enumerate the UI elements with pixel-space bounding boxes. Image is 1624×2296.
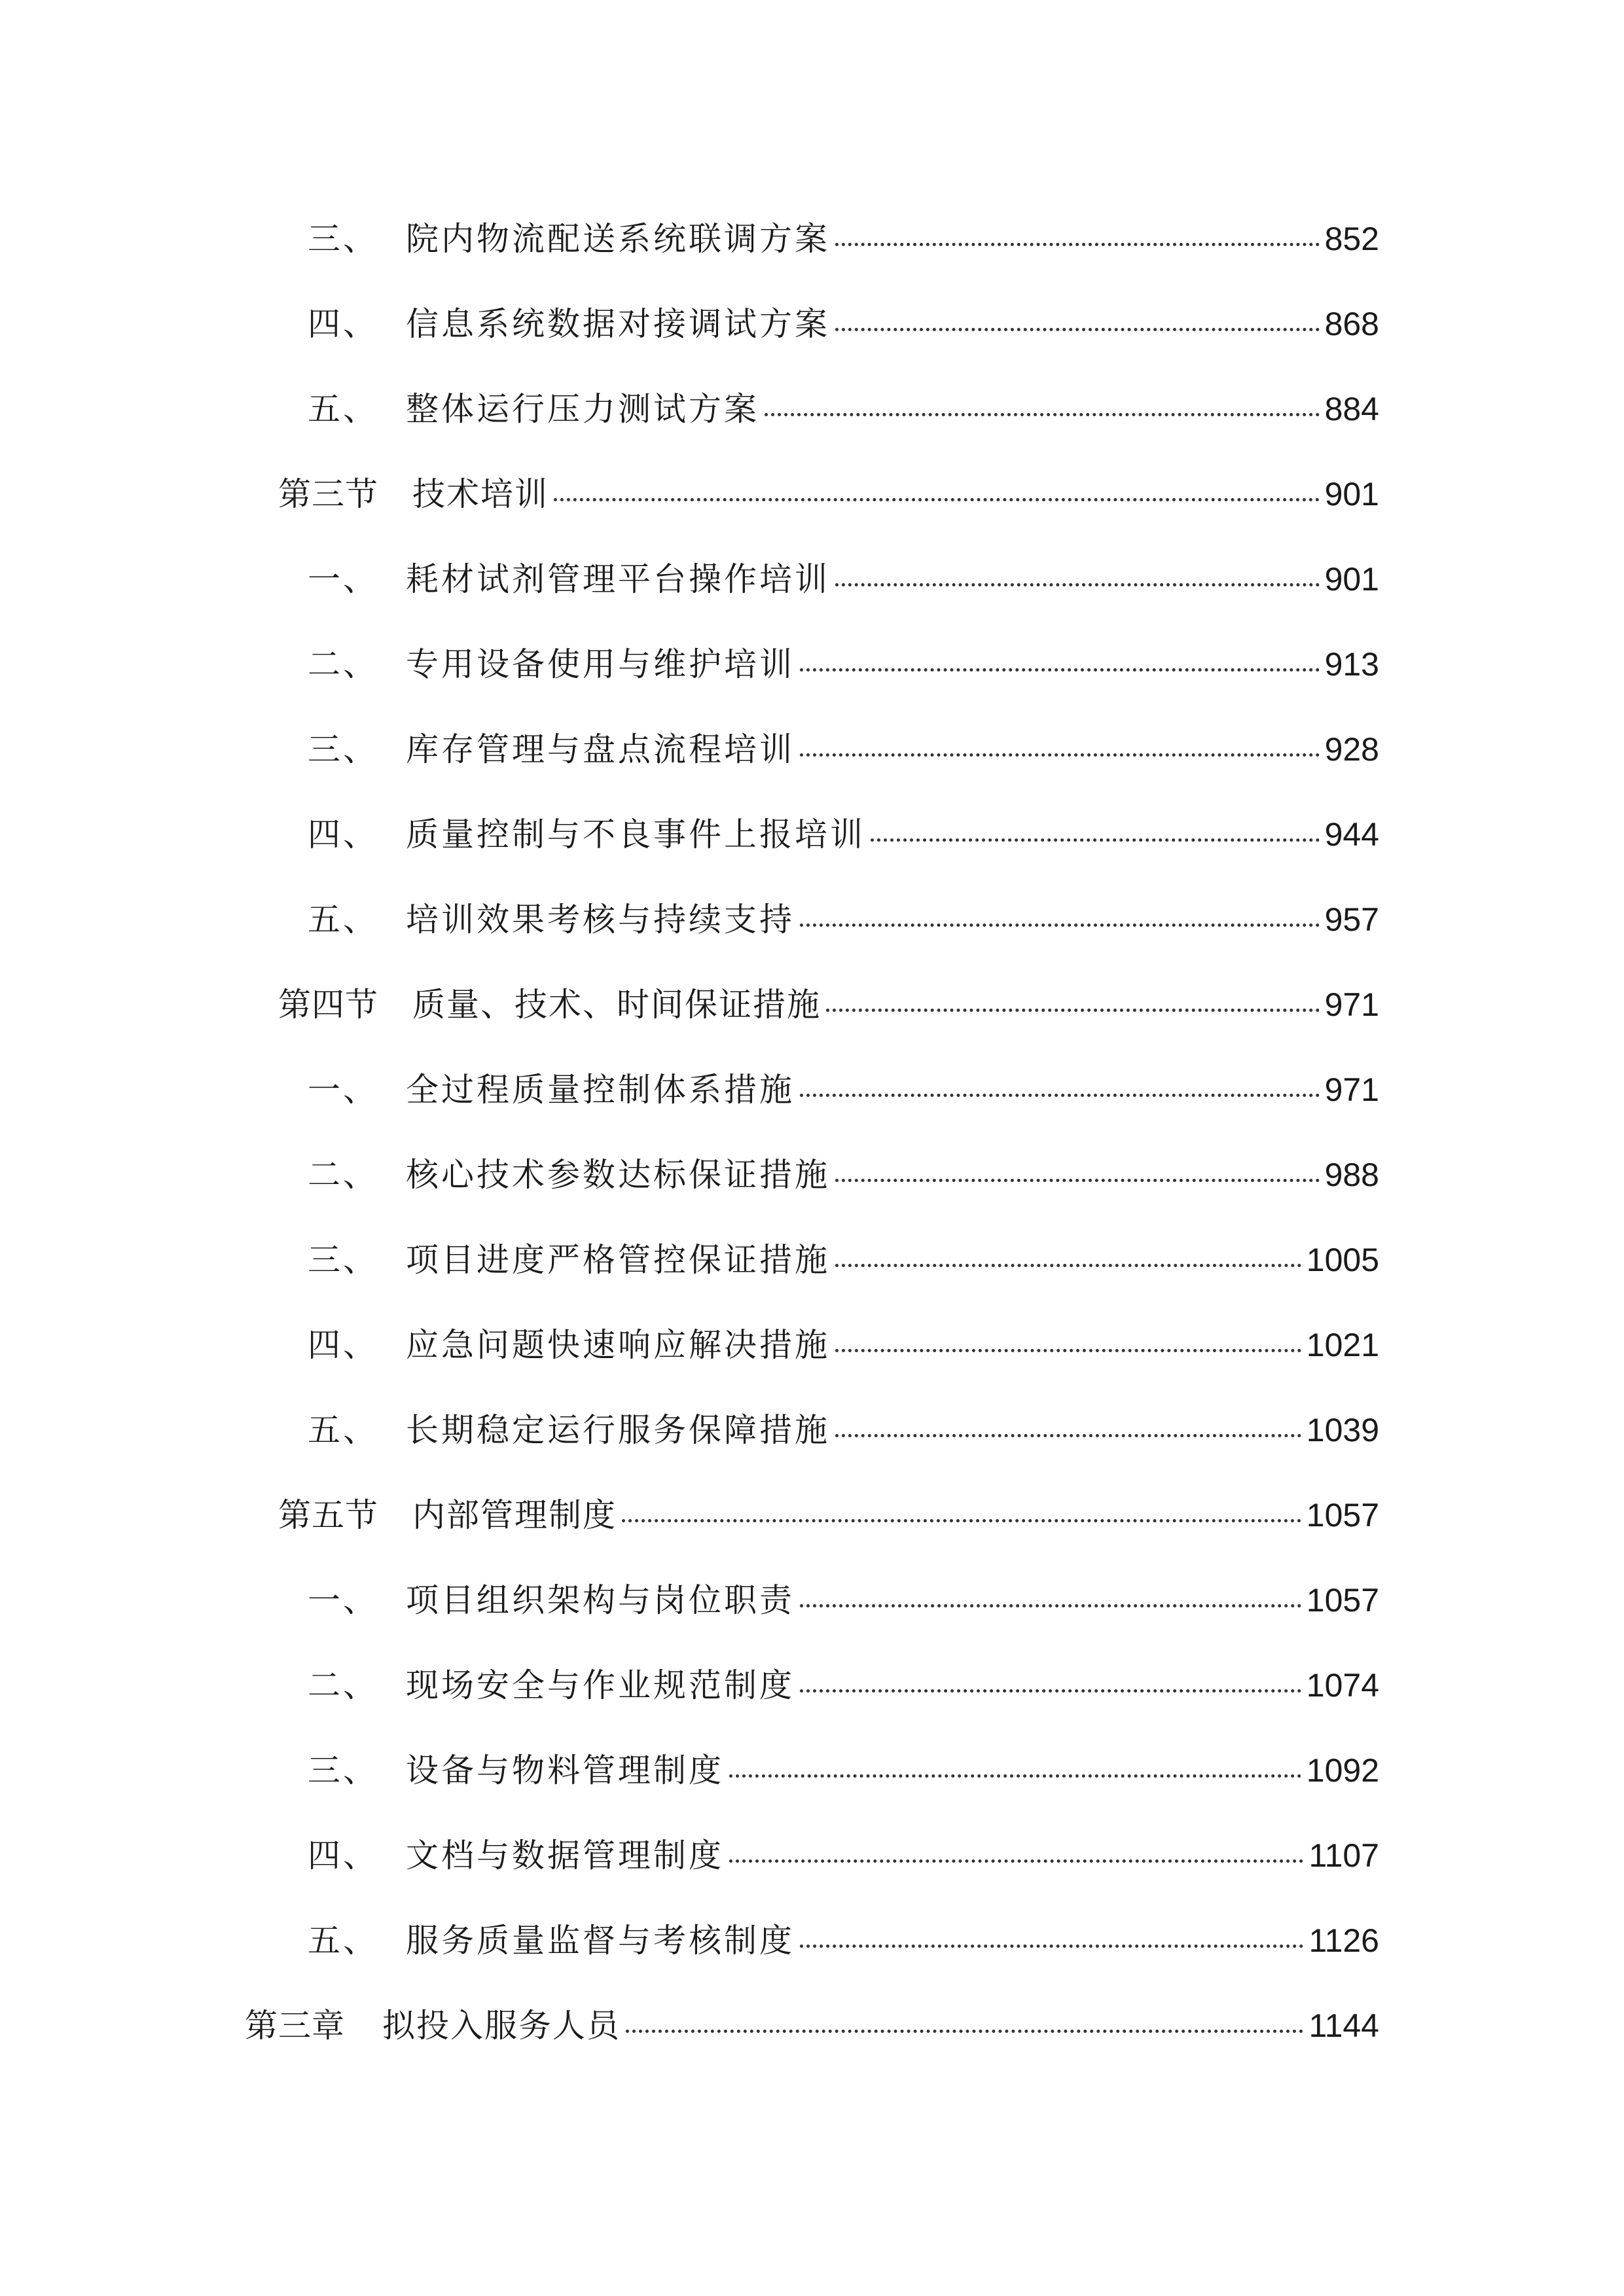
toc-entry-title: 耗材试剂管理平台操作培训 xyxy=(406,560,830,598)
toc-entry-item[interactable] xyxy=(308,890,1379,949)
toc-entry-item[interactable] xyxy=(308,1145,1379,1204)
toc-entry-page-number: 884 xyxy=(1324,391,1379,427)
toc-entry-item[interactable] xyxy=(308,1911,1379,1970)
toc-entry-item[interactable] xyxy=(308,720,1379,779)
toc-entry-number: 三、 xyxy=(308,220,378,258)
dot-leader xyxy=(800,668,1320,672)
dot-leader xyxy=(800,753,1320,757)
toc-entry-section[interactable] xyxy=(278,1486,1379,1545)
toc-entry-section[interactable] xyxy=(278,465,1379,524)
toc-entry-item[interactable] xyxy=(308,380,1379,439)
toc-entry-number: 五、 xyxy=(308,901,378,939)
toc-entry-title: 整体运行压力测试方案 xyxy=(406,390,759,428)
toc-entry-page-number: 1057 xyxy=(1306,1582,1379,1619)
toc-entry-item[interactable] xyxy=(308,1316,1379,1374)
toc-entry-number: 五、 xyxy=(308,390,378,428)
dot-leader xyxy=(800,1945,1303,1948)
toc-entry-item[interactable] xyxy=(308,550,1379,609)
toc-entry-number: 第三节 xyxy=(278,475,378,513)
toc-entry-title: 专用设备使用与维护培训 xyxy=(406,645,795,683)
toc-entry-title: 质量控制与不良事件上报培训 xyxy=(406,816,865,853)
toc-entry-title: 长期稳定运行服务保障措施 xyxy=(406,1411,830,1449)
toc-entry-page-number: 1005 xyxy=(1306,1242,1379,1278)
toc-entry-page-number: 928 xyxy=(1324,731,1379,768)
toc-entry-title: 现场安全与作业规范制度 xyxy=(406,1666,795,1704)
toc-entry-title: 全过程质量控制体系措施 xyxy=(406,1071,795,1109)
dot-leader xyxy=(835,328,1320,331)
toc-entry-number: 一、 xyxy=(308,1581,378,1619)
toc-entry-page-number: 1074 xyxy=(1306,1667,1379,1704)
toc-entry-chapter[interactable] xyxy=(245,1996,1379,2055)
toc-entry-page-number: 957 xyxy=(1324,901,1379,938)
toc-entry-title: 拟投入服务人员 xyxy=(382,2007,621,2045)
toc-entry-item[interactable] xyxy=(308,1741,1379,1800)
dot-leader xyxy=(622,1519,1301,1522)
toc-entry-title: 设备与物料管理制度 xyxy=(406,1751,724,1789)
toc-entry-number: 第四节 xyxy=(278,986,378,1024)
toc-entry-item[interactable] xyxy=(308,1230,1379,1289)
dot-leader xyxy=(835,1349,1301,1352)
toc-entry-number: 四、 xyxy=(308,1837,378,1874)
toc-entry-item[interactable] xyxy=(308,1401,1379,1460)
toc-entry-title: 服务质量监督与考核制度 xyxy=(406,1922,795,1960)
dot-leader xyxy=(835,1434,1301,1437)
toc-entry-number: 三、 xyxy=(308,1241,378,1279)
dot-leader xyxy=(729,1859,1303,1863)
dot-leader xyxy=(871,838,1320,842)
toc-entry-page-number: 901 xyxy=(1324,561,1379,598)
toc-entry-item[interactable] xyxy=(308,1060,1379,1119)
dot-leader xyxy=(835,583,1320,586)
toc-entry-page-number: 988 xyxy=(1324,1157,1379,1193)
dot-leader xyxy=(765,413,1320,416)
dot-leader xyxy=(800,924,1320,927)
toc-entry-title: 院内物流配送系统联调方案 xyxy=(406,220,830,258)
toc-entry-number: 四、 xyxy=(308,305,378,343)
toc-entry-item[interactable] xyxy=(308,1656,1379,1715)
toc-entry-page-number: 1107 xyxy=(1308,1837,1379,1874)
toc-entry-title: 项目组织架构与岗位职责 xyxy=(406,1581,795,1619)
toc-entry-page-number: 901 xyxy=(1324,476,1379,512)
toc-entry-item[interactable] xyxy=(308,635,1379,694)
toc-entry-page-number: 1057 xyxy=(1306,1497,1379,1534)
toc-entry-page-number: 1144 xyxy=(1308,2007,1379,2044)
toc-entry-item[interactable] xyxy=(308,805,1379,864)
toc-entry-page-number: 868 xyxy=(1324,306,1379,342)
dot-leader xyxy=(729,1774,1301,1778)
toc-entry-page-number: 1021 xyxy=(1306,1327,1379,1363)
toc-entry-number: 四、 xyxy=(308,816,378,853)
toc-entry-number: 五、 xyxy=(308,1411,378,1449)
toc-entry-title: 技术培训 xyxy=(412,475,549,513)
dot-leader xyxy=(800,1604,1301,1607)
toc-entry-title: 核心技术参数达标保证措施 xyxy=(406,1156,830,1194)
toc-entry-page-number: 944 xyxy=(1324,816,1379,853)
toc-entry-number: 三、 xyxy=(308,1751,378,1789)
toc-entry-number: 第三章 xyxy=(245,2007,345,2045)
toc-entry-number: 三、 xyxy=(308,730,378,768)
dot-leader xyxy=(554,498,1320,501)
toc-entry-title: 文档与数据管理制度 xyxy=(406,1837,724,1874)
toc-entry-item[interactable] xyxy=(308,1826,1379,1885)
toc-entry-page-number: 1092 xyxy=(1306,1752,1379,1789)
toc-entry-number: 二、 xyxy=(308,1666,378,1704)
toc-entry-title: 质量、技术、时间保证措施 xyxy=(412,986,821,1024)
toc-entry-number: 第五节 xyxy=(278,1496,378,1534)
dot-leader xyxy=(835,1264,1301,1267)
dot-leader xyxy=(626,2030,1303,2033)
toc-entry-page-number: 913 xyxy=(1324,646,1379,683)
toc-entry-page-number: 971 xyxy=(1324,1071,1379,1108)
toc-entry-title: 内部管理制度 xyxy=(412,1496,617,1534)
dot-leader xyxy=(826,1009,1320,1012)
toc-entry-number: 二、 xyxy=(308,645,378,683)
toc-entry-item[interactable] xyxy=(308,209,1379,268)
toc-entry-page-number: 1126 xyxy=(1308,1922,1379,1959)
toc-entry-number: 四、 xyxy=(308,1326,378,1364)
dot-leader xyxy=(800,1689,1301,1693)
toc-entry-item[interactable] xyxy=(308,1571,1379,1630)
toc-entry-number: 五、 xyxy=(308,1922,378,1960)
toc-entry-title: 应急问题快速响应解决措施 xyxy=(406,1326,830,1364)
toc-entry-number: 二、 xyxy=(308,1156,378,1194)
dot-leader xyxy=(800,1094,1320,1097)
toc-entry-title: 库存管理与盘点流程培训 xyxy=(406,730,795,768)
toc-entry-page-number: 1039 xyxy=(1306,1412,1379,1448)
toc-entry-title: 信息系统数据对接调试方案 xyxy=(406,305,830,343)
toc-entry-page-number: 852 xyxy=(1324,221,1379,257)
dot-leader xyxy=(835,243,1320,246)
toc-entry-page-number: 971 xyxy=(1324,986,1379,1023)
toc-entry-title: 项目进度严格管控保证措施 xyxy=(406,1241,830,1279)
dot-leader xyxy=(835,1179,1320,1182)
toc-entry-number: 一、 xyxy=(308,560,378,598)
toc-entry-item[interactable] xyxy=(308,295,1379,353)
toc-entry-number: 一、 xyxy=(308,1071,378,1109)
toc-entry-title: 培训效果考核与持续支持 xyxy=(406,901,795,939)
toc-entry-section[interactable] xyxy=(278,975,1379,1034)
